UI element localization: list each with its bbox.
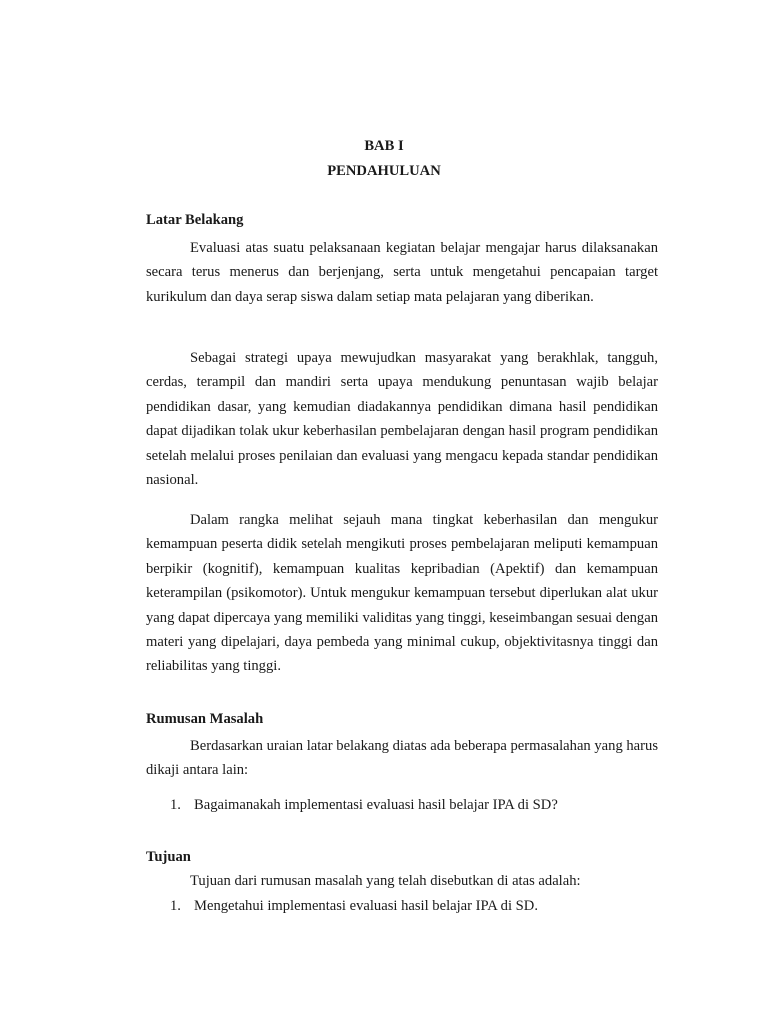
section-heading-rumusan-masalah: Rumusan Masalah xyxy=(146,711,264,727)
list-text: Bagaimanakah implementasi evaluasi hasil belajar IPA di SD? xyxy=(194,797,558,813)
rumusan-masalah-list-item xyxy=(170,797,558,814)
latar-belakang-paragraph-1: Evaluasi atas suatu pelaksanaan kegiatan belajar mengajar harus dilaksanakan secara terus menerus dan berjenjang, serta untuk mengetahui pencapaian target kurikulum dan daya serap siswa dalam setiap mata pelajaran yang diberikan. xyxy=(146,240,658,305)
list-number: 1. xyxy=(170,797,181,813)
tujuan-intro: Tujuan dari rumusan masalah yang telah disebutkan di atas adalah: xyxy=(190,873,581,889)
chapter-number: BAB I xyxy=(364,138,404,154)
list-number: 1. xyxy=(170,898,181,914)
section-heading-tujuan: Tujuan xyxy=(146,849,191,865)
tujuan-list-item xyxy=(170,898,538,915)
chapter-title: PENDAHULUAN xyxy=(327,163,441,179)
latar-belakang-paragraph-2: Sebagai strategi upaya mewujudkan masyarakat yang berakhlak, tangguh, cerdas, terampil dan mandiri serta upaya mendukung penuntasan wajib belajar pendidikan dasar, yang kemudian diadakannya pendidikan dimana hasil pendidikan dapat dijadikan tolak ukur keberhasilan pembelajaran dengan hasil program pendidikan setelah melalui proses penilaian dan evaluasi yang mengacu kepada standar pendidikan nasional. xyxy=(146,350,658,489)
section-heading-latar-belakang: Latar Belakang xyxy=(146,212,244,228)
rumusan-masalah-intro: Berdasarkan uraian latar belakang diatas ada beberapa permasalahan yang harus dikaji antara lain: xyxy=(146,738,658,779)
latar-belakang-paragraph-3: Dalam rangka melihat sejauh mana tingkat keberhasilan dan mengukur kemampuan peserta didik setelah mengikuti proses pembelajaran meliputi kemampuan berpikir (kognitif), kemampuan kualitas kepribadian (Apektif) dan kemampuan keterampilan (psikomotor). Untuk mengukur kemampuan tersebut diperlukan alat ukur yang dapat dipercaya yang memiliki validitas yang tinggi, keseimbangan sesuai dengan materi yang dipelajari, daya pembeda yang minimal cukup, objektivitasnya tinggi dan reliabilitas yang tinggi. xyxy=(146,512,658,675)
list-text: Mengetahui implementasi evaluasi hasil belajar IPA di SD. xyxy=(194,898,538,914)
